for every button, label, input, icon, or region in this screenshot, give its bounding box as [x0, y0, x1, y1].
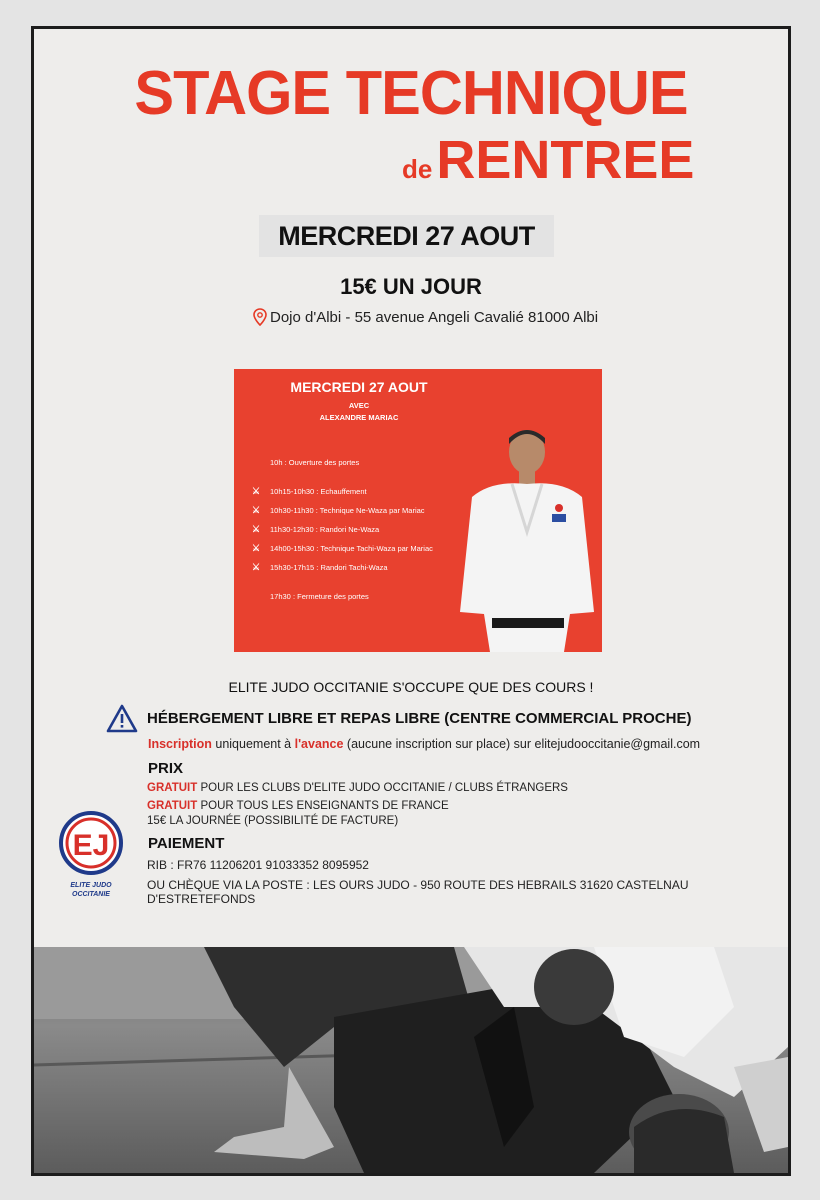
prix-line-2-text: POUR TOUS LES ENSEIGNANTS DE FRANCE [197, 800, 449, 812]
schedule-item [252, 558, 433, 577]
judo-fighters-icon: ⚔ [252, 486, 261, 496]
logo-letters: EJ [72, 829, 110, 862]
schedule-item-text: 15h30-17h15 : Randori Tachi-Waza [270, 563, 388, 572]
schedule-item-text: 14h00-15h30 : Technique Tachi-Waza par Mariac [270, 544, 433, 553]
paiement-heading: PAIEMENT [148, 835, 225, 852]
logo-name-2: OCCITANIE [72, 891, 110, 898]
schedule-item [252, 587, 433, 606]
program-coach: ALEXANDRE MARIAC [319, 413, 399, 422]
prix-gratuit-2: GRATUIT [147, 800, 198, 812]
prix-gratuit-1: GRATUIT [147, 782, 198, 794]
schedule-item [252, 482, 433, 501]
program-title: MERCREDI 27 AOUT [290, 379, 428, 395]
judoka-photo [452, 422, 602, 652]
prix-line-1 [147, 782, 568, 794]
title-de: de [402, 154, 433, 184]
prix-line-1-text: POUR LES CLUBS D'ELITE JUDO OCCITANIE / CLUBS ÉTRANGERS [197, 782, 568, 794]
poster [31, 26, 791, 1176]
location-text: Dojo d'Albi - 55 avenue Angeli Cavalié 81000 Albi [270, 308, 599, 326]
title-line1: STAGE TECHNIQUE [134, 59, 688, 128]
title-line2 [402, 130, 695, 190]
price-per-day: 15€ UN JOUR [340, 274, 482, 299]
program-avec: AVEC [348, 401, 370, 410]
program-panel [234, 369, 602, 652]
judo-fighters-icon: ⚔ [252, 562, 261, 572]
event-date: MERCREDI 27 AOUT [259, 215, 554, 257]
judo-fighters-icon: ⚔ [252, 505, 261, 515]
cheque-line: OU CHÈQUE VIA LA POSTE : LES OURS JUDO - 950 ROUTE DES HEBRAILS 31620 CASTELNAU D'ESTRETEFONDS [147, 878, 689, 906]
inscription-word: Inscription [148, 737, 212, 751]
prix-line-2 [147, 800, 449, 812]
prix-heading: PRIX [148, 760, 184, 777]
map-pin-icon [252, 308, 268, 326]
elite-judo-logo [56, 809, 126, 899]
inscription-line [148, 737, 700, 751]
judo-action-photo [34, 947, 788, 1173]
logo-name-1: ELITE JUDO [70, 882, 112, 889]
schedule-list [252, 453, 433, 606]
schedule-item [252, 539, 433, 558]
schedule-item [252, 520, 433, 539]
title-rentree: RENTREE [436, 130, 695, 190]
schedule-item [252, 501, 433, 520]
schedule-item-text: 10h15-10h30 : Echauffement [270, 487, 367, 496]
notice-text: ELITE JUDO OCCITANIE S'OCCUPE QUE DES COURS ! [228, 679, 594, 695]
inscription-rest: (aucune inscription sur place) sur elitejudooccitanie@gmail.com [343, 737, 701, 751]
warning-icon [106, 704, 138, 734]
inscription-mid: uniquement à [211, 737, 295, 751]
schedule-item [252, 453, 433, 472]
location [252, 308, 598, 326]
schedule-item-text: 11h30-12h30 : Randori Ne-Waza [270, 525, 380, 534]
inscription-avance: l'avance [294, 737, 344, 751]
judo-fighters-icon: ⚔ [252, 524, 261, 534]
prix-line-3: 15€ LA JOURNÉE (POSSIBILITÉ DE FACTURE) [147, 815, 399, 827]
rib-line: RIB : FR76 11206201 91033352 8095952 [147, 858, 369, 872]
hebergement-notice: HÉBERGEMENT LIBRE ET REPAS LIBRE (CENTRE COMMERCIAL PROCHE) [147, 710, 692, 727]
schedule-item-text: 10h : Ouverture des portes [270, 458, 360, 467]
judo-fighters-icon: ⚔ [252, 543, 261, 553]
schedule-item-text: 10h30-11h30 : Technique Ne-Waza par Mariac [270, 506, 425, 515]
schedule-item-text: 17h30 : Fermeture des portes [270, 592, 369, 601]
